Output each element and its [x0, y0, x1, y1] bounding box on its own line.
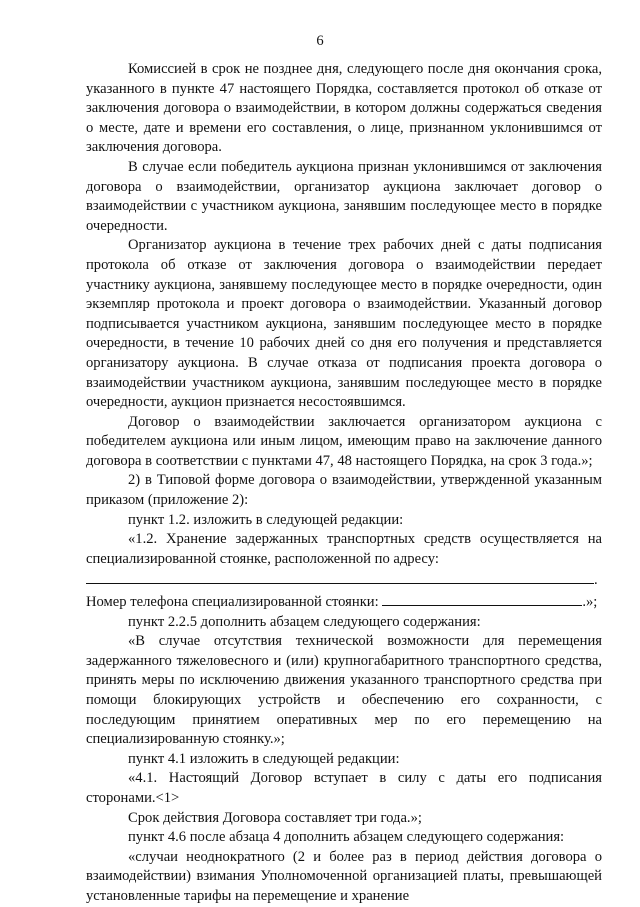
- paragraph: Срок действия Договора составляет три года.»;: [128, 809, 422, 826]
- phone-blank: [382, 591, 582, 606]
- paragraph: Организатор аукциона в течение трех рабочих дней с даты подписания протокола об отказе от заключения договора о взаимодействии передает участнику аукциона, занявшему последующее место в порядке очередности, один экземпляр протокола и проект договора о взаимодействии. Указанный договор подписывается участником аукциона, занявшим последующее место в порядке очередности, в течение 10 рабочих дней со дня его получения и представляется организатору аукциона. В случае отказа от подписания проекта договора о взаимодействии участником аукциона, занявшим последующее место в порядке очередности, аукцион признается несостоявшимся.: [86, 237, 602, 411]
- paragraph: Комиссией в срок не позднее дня, следующего после дня окончания срока, указанного в пункте 47 настоящего Порядка, составляется протокол об отказе от заключения договора о взаимодействии, в котором должны содержаться сведения о месте, дате и времени его составления, о лице, признанном уклонившимся от заключения договора.: [86, 61, 602, 156]
- phone-label: Номер телефона специализированной стоянки:: [86, 594, 379, 611]
- document-body: [86, 60, 602, 907]
- paragraph: пункт 4.6 после абзаца 4 дополнить абзацем следующего содержания:: [128, 829, 565, 846]
- phone-end: .»;: [582, 594, 598, 611]
- paragraph: «случаи неоднократного (2 и более раз в период действия договора о взаимодействии) взимания Уполномоченной организацией платы, превышающей установленные тарифы на перемещение и хранение: [86, 848, 602, 904]
- paragraph: 2) в Типовой форме договора о взаимодействии, утвержденной указанным приказом (приложение 2):: [86, 472, 602, 509]
- address-line: [86, 569, 602, 591]
- paragraph: Договор о взаимодействии заключается организатором аукциона с победителем аукциона или иным лицом, имеющим право на заключение данного договора в соответствии с пунктами 47, 48 настоящего Порядка, на срок 3 года.»;: [86, 413, 602, 469]
- paragraph: «В случае отсутствия технической возможности для перемещения задержанного тяжеловесного и (или) крупногабаритного транспортного средства, принять меры по исключению движения указанного транспортного средства при помощи блокирующих устройств и обеспечению его сохранности, с последующим принятием оперативных мер по его перемещению на специализированную стоянку.»;: [86, 633, 602, 748]
- phone-line: [86, 591, 602, 613]
- paragraph: «1.2. Хранение задержанных транспортных средств осуществляется на специализированной стоянке, расположенной по адресу:: [86, 531, 602, 567]
- address-end: .: [594, 572, 598, 589]
- page-number: 6: [316, 33, 324, 49]
- paragraph: пункт 4.1 изложить в следующей редакции:: [128, 750, 400, 767]
- paragraph: В случае если победитель аукциона признан уклонившимся от заключения договора о взаимодействии, организатор аукциона заключает договор о взаимодействии с участником аукциона, занявшим последующее место в порядке очередности.: [86, 158, 602, 234]
- paragraph: пункт 1.2. изложить в следующей редакции:: [128, 511, 404, 528]
- address-blank: [86, 569, 594, 584]
- paragraph: пункт 2.2.5 дополнить абзацем следующего содержания:: [128, 613, 481, 630]
- paragraph: «4.1. Настоящий Договор вступает в силу с даты его подписания сторонами.<1>: [86, 770, 602, 806]
